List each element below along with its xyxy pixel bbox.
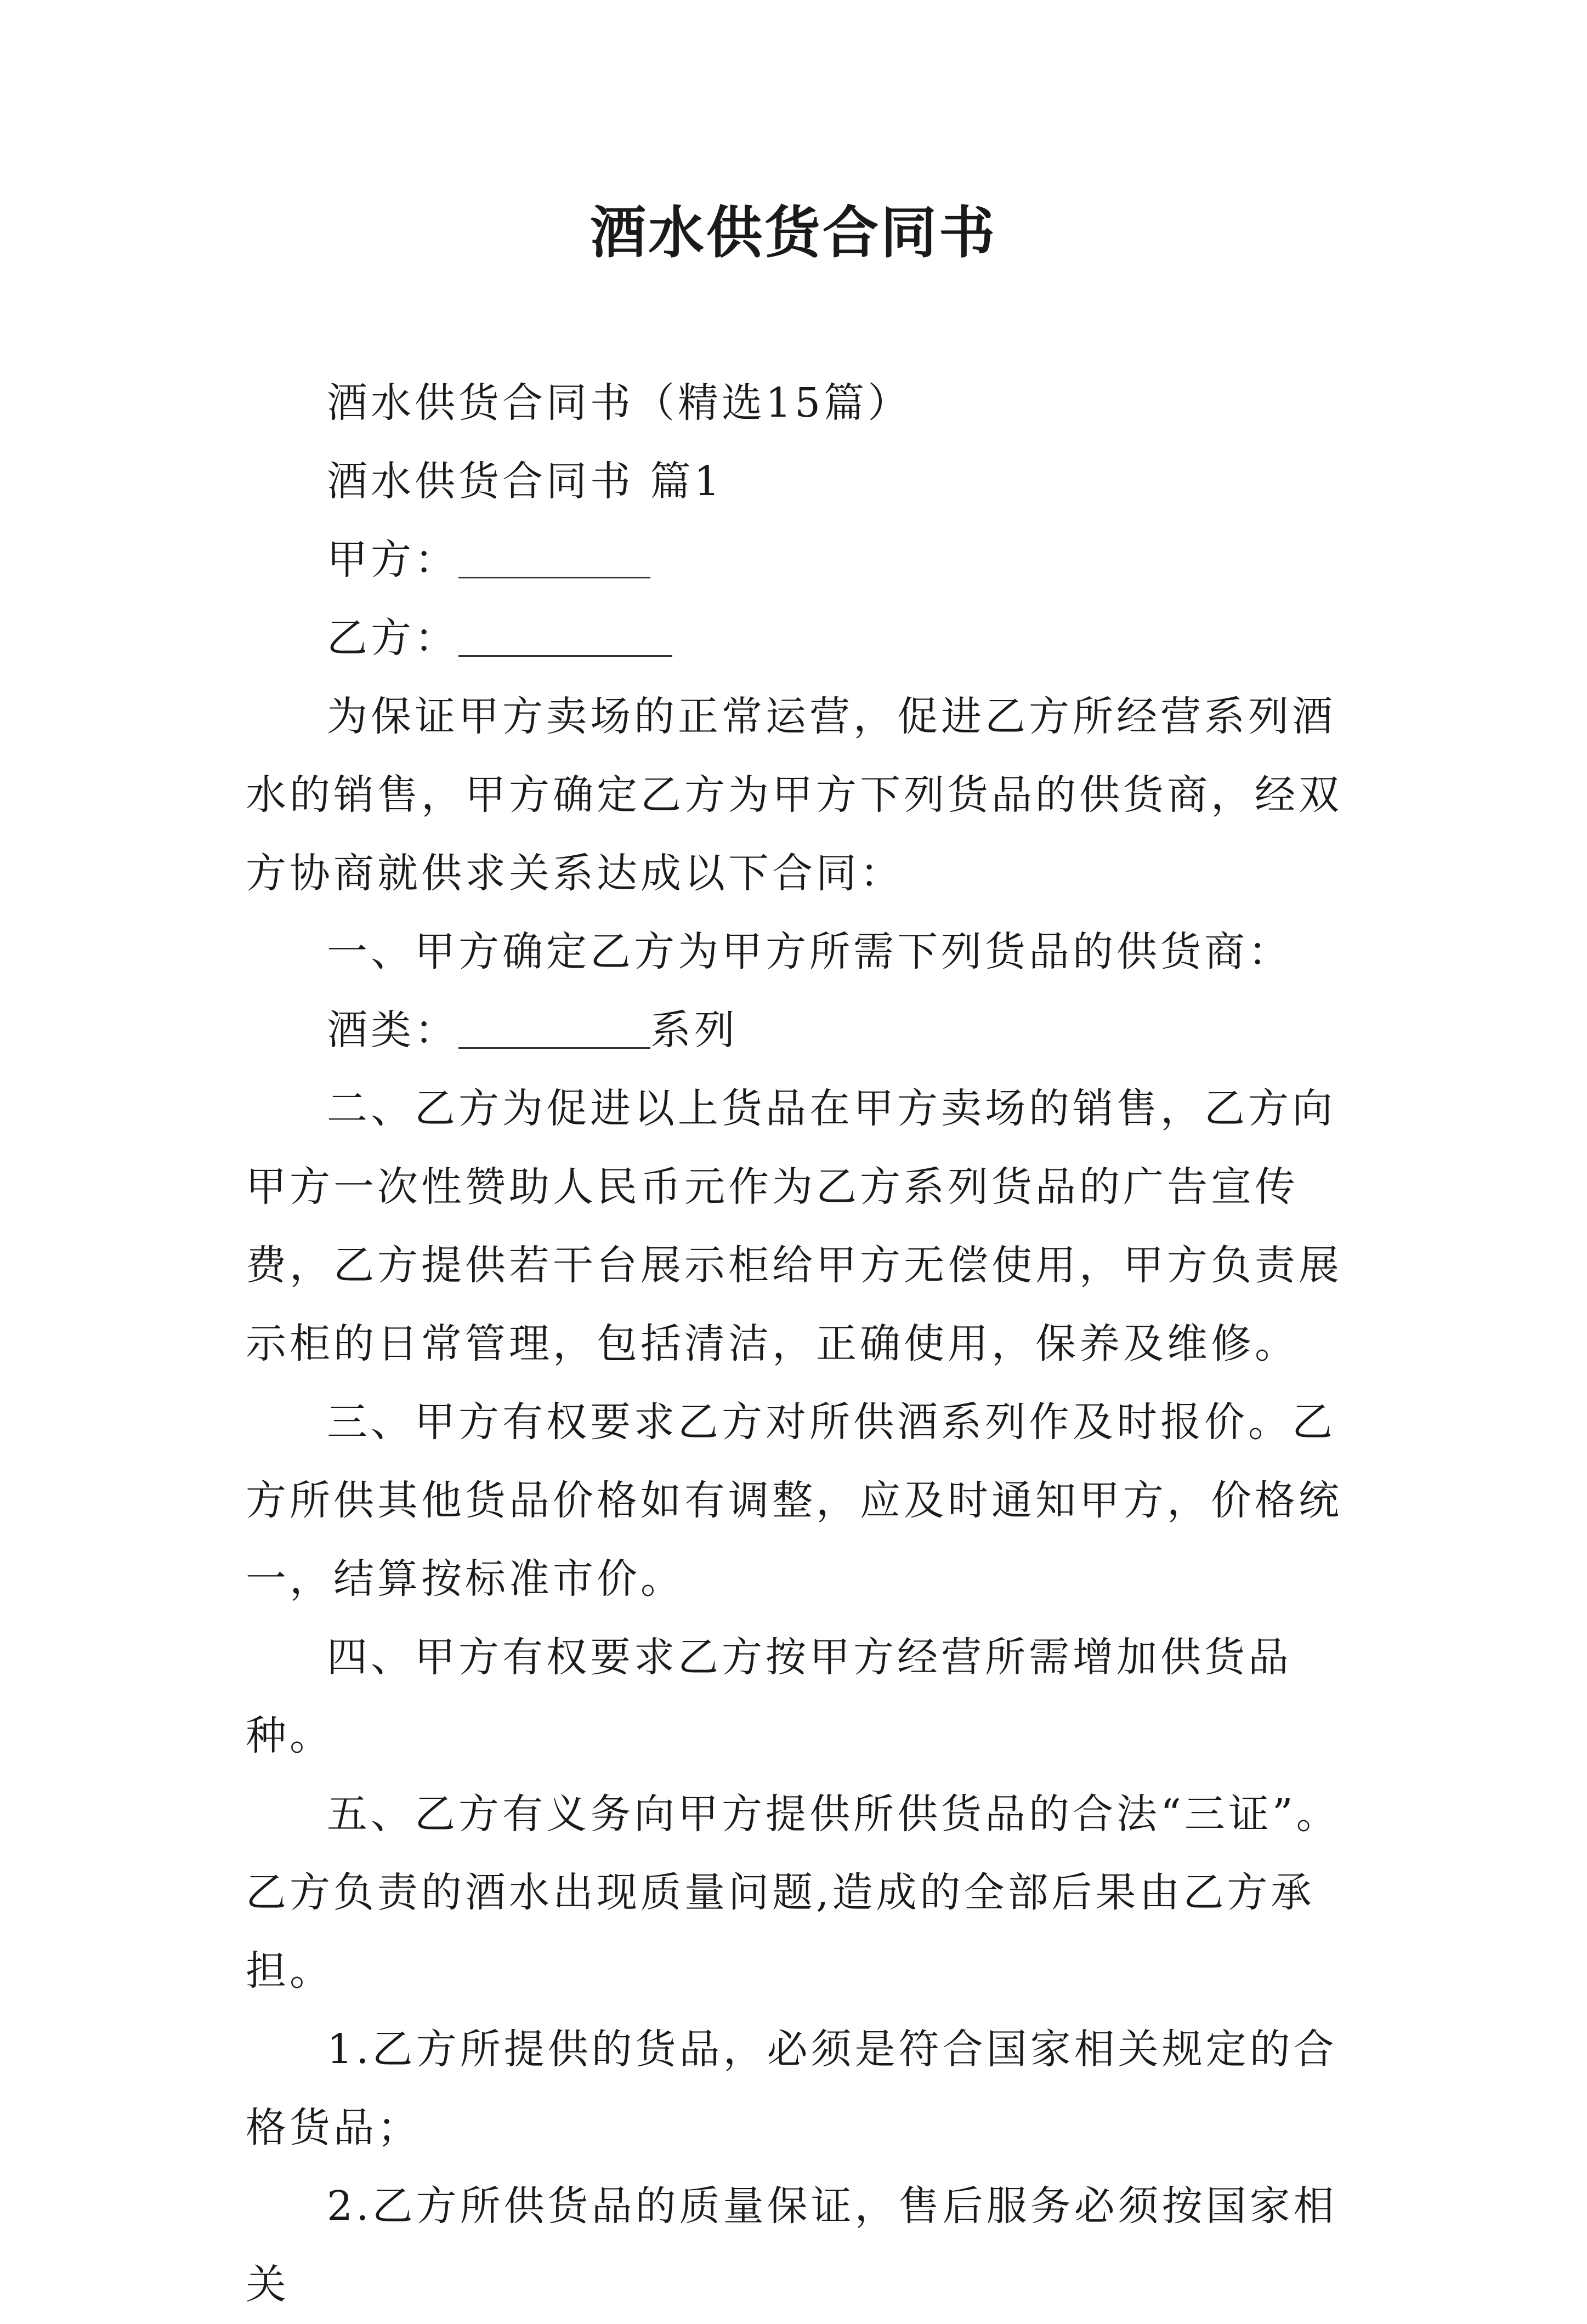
liquor-line xyxy=(246,991,1356,1070)
item-1: 1.乙方所提供的货品，必须是符合国家相关规定的合格货品； xyxy=(246,2026,1337,2151)
party-a-blank xyxy=(458,536,650,578)
clause-1: 一、甲方确定乙方为甲方所需下列货品的供货商： xyxy=(327,928,1292,975)
clause-3: 三、甲方有权要求乙方对所供酒系列作及时报价。乙方所供其他货品价格如有调整，应及时通知甲方，价格统一，结算按标准市价。 xyxy=(246,1399,1342,1603)
clause-2: 二、乙方为促进以上货品在甲方卖场的销售，乙方向甲方一次性赞助人民币元作为乙方系列货品的广告宣传费，乙方提供若干台展示柜给甲方无偿使用，甲方负责展示柜的日常管理，包括清洁，正确使用，保养及维修。 xyxy=(246,1085,1342,1367)
clause-4: 四、甲方有权要求乙方按甲方经营所需增加供货品种。 xyxy=(246,1634,1292,1759)
party-a-line xyxy=(246,521,1356,599)
liquor-suffix: 系列 xyxy=(650,1007,738,1054)
document-title: 酒水供货合同书 xyxy=(590,200,997,266)
liquor-blank xyxy=(458,1007,650,1049)
intro-paragraph: 为保证甲方卖场的正常运营，促进乙方所经营系列酒水的销售，甲方确定乙方为甲方下列货品的供货商，经双方协商就供求关系达成以下合同： xyxy=(246,693,1342,897)
document-body xyxy=(246,364,1356,2324)
document-subtitle: 酒水供货合同书（精选15篇） xyxy=(327,379,912,427)
party-a-label: 甲方： xyxy=(327,536,458,583)
section-heading: 酒水供货合同书 篇1 xyxy=(327,458,723,505)
party-b-label: 乙方： xyxy=(327,615,458,662)
item-2: 2.乙方所供货品的质量保证，售后服务必须按国家相关 xyxy=(246,2183,1337,2308)
liquor-label: 酒类： xyxy=(327,1007,458,1054)
clause-5: 五、乙方有义务向甲方提供所供货品的合法“三证”。乙方负责的酒水出现质量问题,造成的全部后果由乙方承担。 xyxy=(246,1791,1340,1995)
party-b-blank xyxy=(458,615,672,657)
party-b-line xyxy=(246,599,1356,678)
